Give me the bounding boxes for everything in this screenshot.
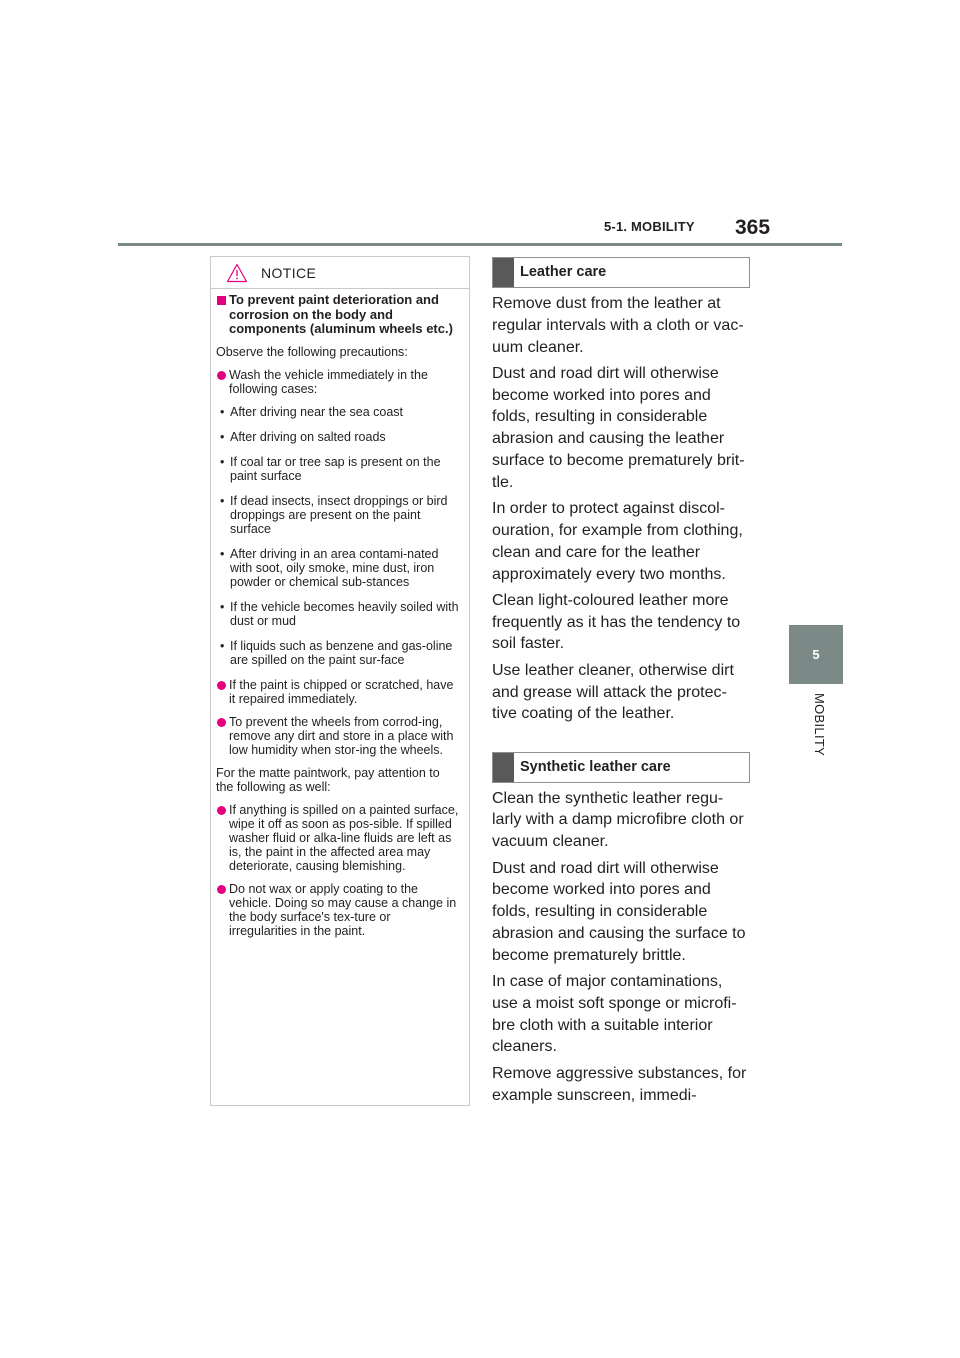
circle-bullet-icon: [217, 806, 226, 815]
leather-paragraph: Dust and road dirt will otherwise become worked into pores and folds, resulting in considerable abrasion and causing the leather surface to become prematurely brit-tle.: [492, 364, 745, 491]
chapter-label: MOBILITY: [812, 693, 827, 757]
section-title: 5-1. MOBILITY: [604, 219, 695, 234]
notice-bullet-text: Do not wax or apply coating to the vehicle. Doing so may cause a change in the body surface's tex-ture or irregularities in the paint.: [229, 881, 457, 938]
content-column: [492, 257, 750, 1111]
notice-subitem: • If coal tar or tree sap is present on the paint surface: [216, 455, 459, 483]
notice-body: [211, 289, 469, 938]
notice-bullet: [216, 678, 459, 706]
notice-bullet: [216, 882, 459, 938]
synthetic-paragraph: Clean the synthetic leather regu-larly with a damp microfibre cloth or vacuum cleaner.: [492, 789, 744, 851]
circle-bullet-icon: [217, 885, 226, 894]
circle-bullet-icon: [217, 718, 226, 727]
notice-title: NOTICE: [261, 265, 317, 281]
page-number: 365: [735, 216, 771, 239]
leather-care-title: Leather care: [520, 264, 607, 280]
leather-paragraph: Remove dust from the leather at regular intervals with a cloth or vac-uum cleaner.: [492, 295, 744, 356]
leather-paragraph: Use leather cleaner, otherwise dirt and grease will attack the protec-tive coating of the leather.: [492, 661, 734, 723]
circle-bullet-icon: [217, 371, 226, 380]
chapter-tab: 5: [789, 625, 843, 684]
notice-box: [210, 256, 470, 1106]
synthetic-paragraph: In case of major contaminations, use a moist soft sponge or microfi-bre cloth with a suitable interior cleaners.: [492, 973, 737, 1056]
header-divider: [118, 243, 842, 246]
heading-bar: [493, 258, 514, 287]
notice-bullet: [216, 803, 459, 873]
notice-bullet-text: If anything is spilled on a painted surface, wipe it off as soon as pos-sible. If spilled washer fluid or alka-line fluids are left as is, the paint in the affected area may deteriorate, causing blemishing.: [229, 802, 459, 873]
heading-bar: [493, 753, 514, 782]
notice-intro: Observe the following precautions:: [216, 344, 408, 359]
notice-heading: [216, 293, 459, 337]
leather-paragraph: In order to protect against discol-ouration, for example from clothing, clean and care for the leather approximately every two months.: [492, 500, 743, 583]
circle-bullet-icon: [217, 681, 226, 690]
notice-bullet: [216, 368, 459, 396]
notice-subitem: • After driving on salted roads: [216, 430, 459, 444]
notice-subitem: • If the vehicle becomes heavily soiled with dust or mud: [216, 600, 459, 628]
notice-subitem: • After driving near the sea coast: [216, 405, 459, 419]
synthetic-paragraph: Remove aggressive substances, for example sunscreen, immedi-: [492, 1064, 747, 1104]
notice-bullet-text: To prevent the wheels from corrod-ing, remove any dirt and store in a place with low humidity when stor-ing the wheels.: [229, 714, 454, 757]
notice-bullet: [216, 715, 459, 757]
synthetic-leather-care-heading: [492, 752, 750, 783]
notice-subitem: • After driving in an area contami-nated with soot, oily smoke, mine dust, iron powder or chemical sub-stances: [216, 547, 459, 589]
notice-bullet-text: Wash the vehicle immediately in the following cases:: [229, 367, 428, 396]
warning-triangle-icon: [226, 263, 248, 283]
notice-matte-intro: For the matte paintwork, pay attention to the following as well:: [216, 765, 440, 794]
square-bullet-icon: [217, 296, 226, 305]
notice-subitem: • If liquids such as benzene and gas-oline are spilled on the paint sur-face: [216, 639, 459, 667]
leather-paragraph: Clean light-coloured leather more frequently as it has the tendency to soil faster.: [492, 591, 741, 653]
notice-header: [211, 257, 469, 289]
synthetic-leather-care-title: Synthetic leather care: [520, 758, 671, 775]
notice-bullet-text: If the paint is chipped or scratched, have it repaired immediately.: [229, 677, 454, 706]
notice-subitem: • If dead insects, insect droppings or bird droppings are present on the paint surface: [216, 494, 459, 536]
leather-care-heading: [492, 257, 750, 288]
notice-heading-text: To prevent paint deterioration and corrosion on the body and components (aluminum wheels etc.): [229, 292, 453, 336]
synthetic-paragraph: Dust and road dirt will otherwise become worked into pores and folds, resulting in considerable abrasion and causing the surface to become prematurely brittle.: [492, 859, 746, 964]
